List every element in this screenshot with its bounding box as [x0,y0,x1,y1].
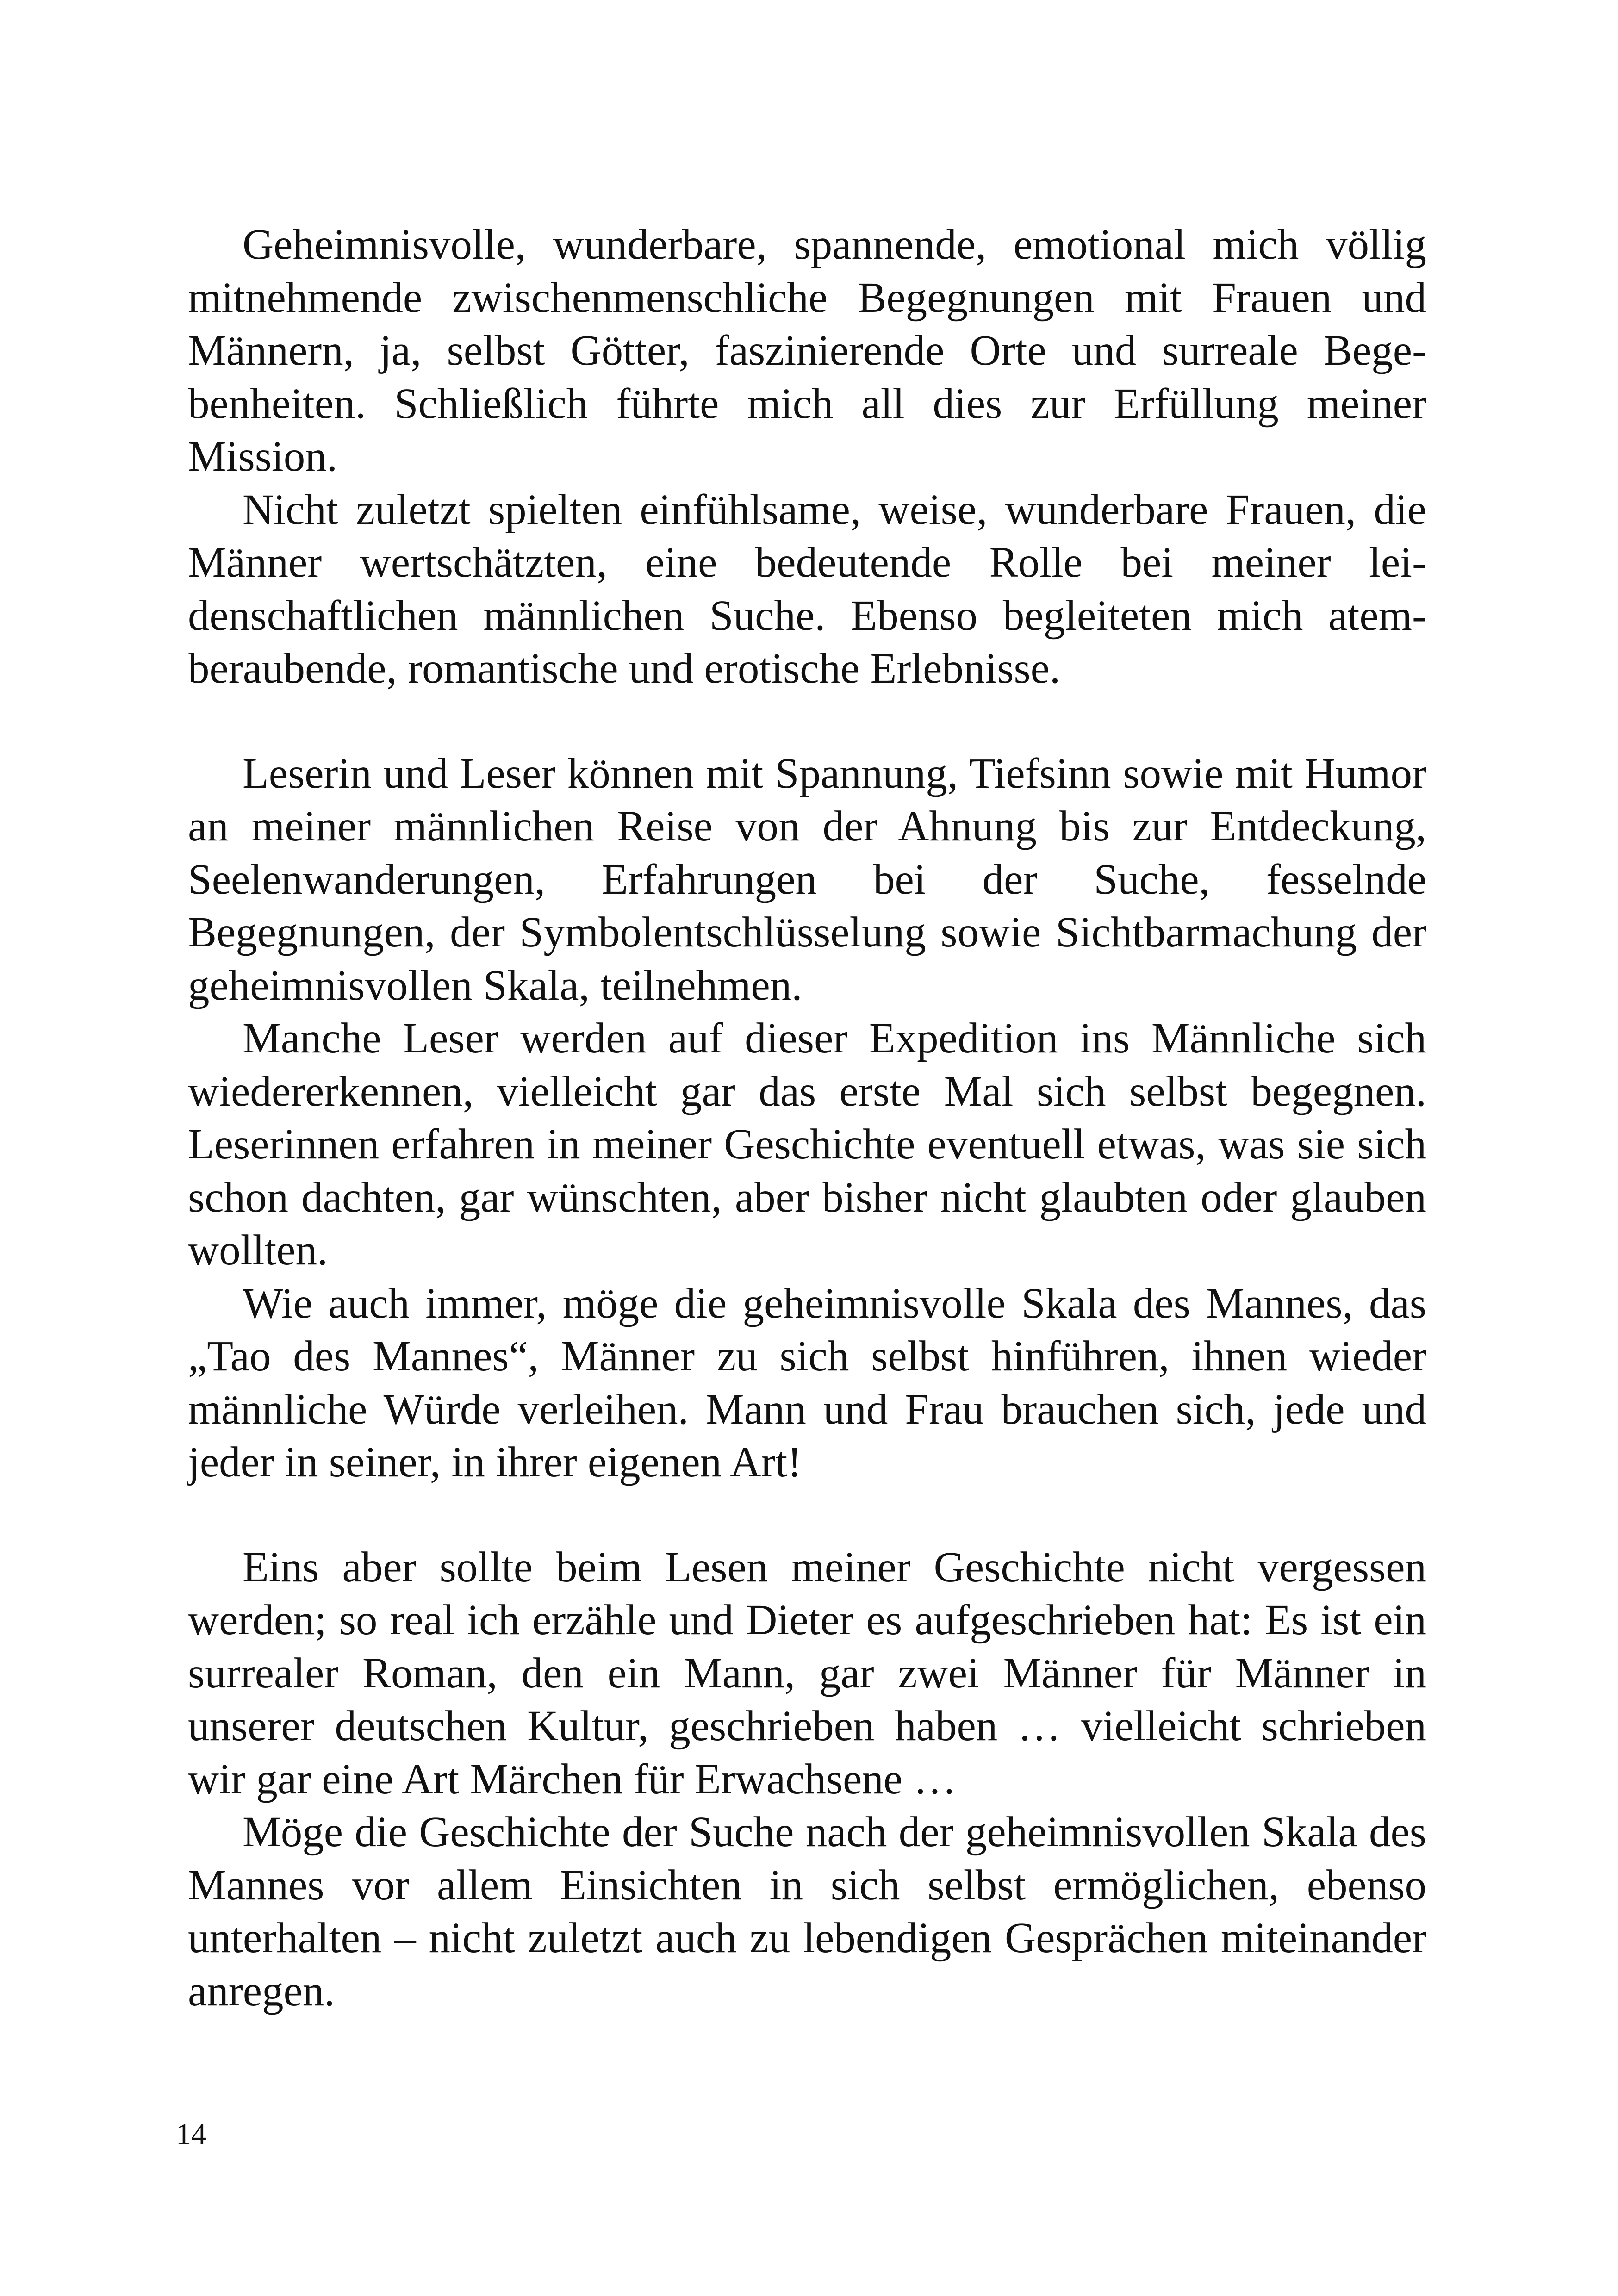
paragraph: Wie auch immer, möge die geheimnisvolle Skala des Mannes, das „Tao des Mannes“, Männer zu sich selbst hinführen, ihnen wieder männliche Würde verleihen. Mann und Frau brauchen sich, jede und jeder in seiner, in ihrer eigenen Art! [188,1279,1426,1486]
section-gap [188,1489,1426,1541]
paragraph: Möge die Geschichte der Suche nach der geheimnisvollen Skala des Mannes vor allem Einsichten in sich selbst ermöglichen, ebenso unterhalten – nicht zuletzt auch zu lebendigen Gesprächen miteinander anregen. [188,1808,1426,2015]
paragraph: Nicht zuletzt spielten einfühlsame, weise, wunderbare Frauen, die Männer wertschätzten, eine bedeutende Rolle bei meiner leidenschaftlichen männlichen Suche. Ebenso begleiteten mich atemberaubende, romantische und erotische Erlebnisse. [188,485,1426,692]
paragraph: Eins aber sollte beim Lesen meiner Geschichte nicht vergessen werden; so real ich erzähle und Dieter es aufgeschrieben hat: Es ist ein surrealer Roman, den ein Mann, gar zwei Männer für Männer in unserer deutschen Kultur, geschrieben haben … vielleicht schrieben wir gar eine Art Märchen für Erwachsene … [188,1543,1426,1803]
section-gap [188,696,1426,747]
paragraph: Geheimnisvolle, wunderbare, spannende, emotional mich völlig mitnehmende zwischenmenschliche Begegnungen mit Frauen und Männern, ja, selbst Götter, faszinierende Orte und surreale Begebenheiten. Schließlich führte mich all dies zur Erfüllung meiner Mission. [188,221,1426,480]
paragraph: Leserin und Leser können mit Spannung, Tiefsinn sowie mit Humor an meiner männlichen Reise von der Ahnung bis zur Entdeckung, Seelenwanderungen, Erfahrungen bei der Suche, fesselnde Begegnungen, der Symbolentschlüsselung sowie Sichtbarmachung der geheimnisvollen Skala, teilnehmen. [188,749,1426,1009]
body-text [188,218,1426,2018]
paragraph: Manche Leser werden auf dieser Expedition ins Männliche sich wiedererkennen, vielleicht gar das erste Mal sich selbst begegnen. Leserinnen erfahren in meiner Geschichte eventuell etwas, was sie sich schon dachten, gar wünschten, aber bisher nicht glaubten oder glauben wollten. [188,1014,1426,1274]
page-number: 14 [176,2117,206,2151]
